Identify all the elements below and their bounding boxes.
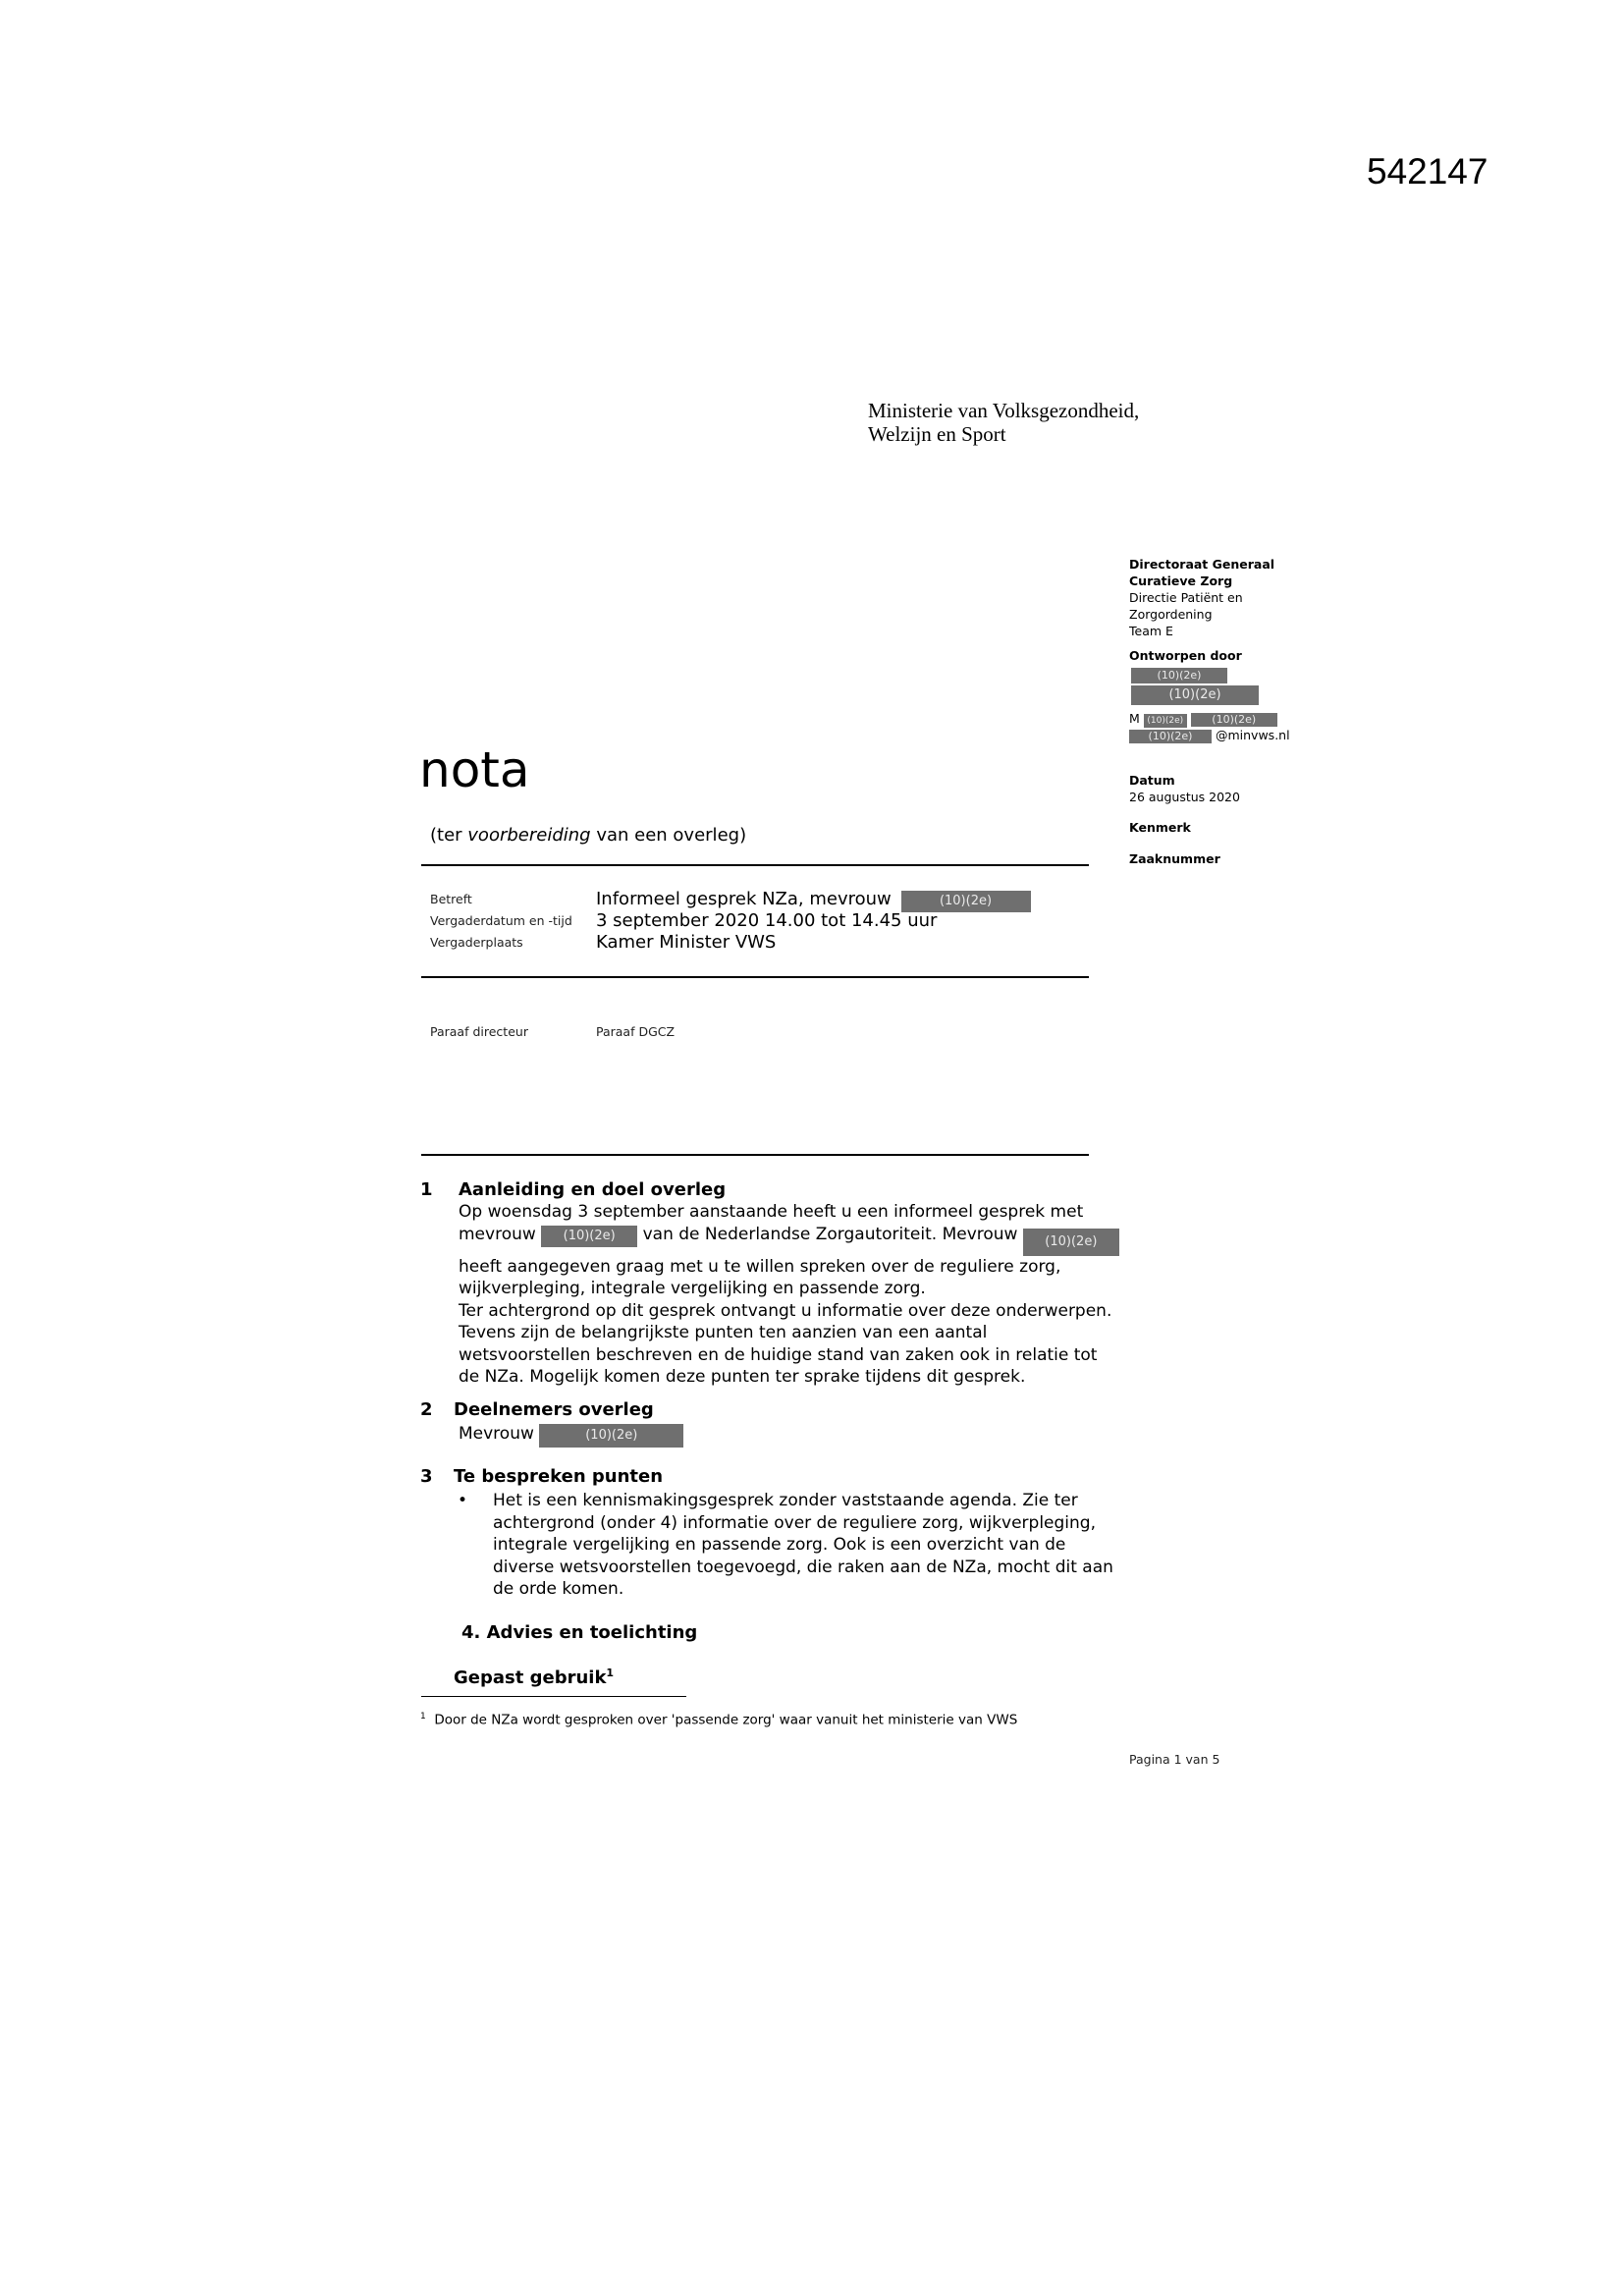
datetime-label: Vergaderdatum en -tijd xyxy=(430,913,572,928)
redaction-box: (10)(2e) xyxy=(539,1424,683,1448)
team-name: Team E xyxy=(1129,624,1173,638)
section-2-title: Deelnemers overleg xyxy=(454,1399,654,1420)
section-3-number: 3 xyxy=(420,1466,433,1487)
case-number-label: Zaaknummer xyxy=(1129,851,1220,866)
redaction-box: (10)(2e) xyxy=(1144,714,1187,728)
redaction-box: (10)(2e) xyxy=(541,1226,637,1247)
redaction-box: (10)(2e) xyxy=(901,891,1031,912)
document-number: 542147 xyxy=(1367,151,1488,191)
section-1-number: 1 xyxy=(420,1179,433,1200)
email-line xyxy=(1129,727,1290,743)
subject-value: Informeel gesprek NZa, mevrouw (10)(2e) xyxy=(596,889,1031,912)
redaction-box: (10)(2e) xyxy=(1131,664,1227,683)
section-3-body: Het is een kennismakingsgesprek zonder vaststaande agenda. Zie ter achtergrond (onder 4) informatie over de reguliere zorg, wijkverpleging, integrale vergelijking en passende zorg. Ook is een overzicht van de diverse wetsvoorstellen toegevoegd, die raken aan de NZa, mocht dit aan de orde komen. xyxy=(493,1491,1113,1599)
page-number: Pagina 1 van 5 xyxy=(1129,1752,1220,1767)
reference-label: Kenmerk xyxy=(1129,820,1191,835)
document-subtitle: (ter voorbereiding van een overleg) xyxy=(430,825,747,846)
directorate-line-1: Directie Patiënt en xyxy=(1129,590,1243,605)
section-1-body: Op woensdag 3 september aanstaande heeft u een informeel gesprek met mevrouw (10)(2e) van de Nederlandse Zorgautoriteit. Mevrouw (10)(2e) heeft aangegeven graag met u te willen spreken over de reguliere zorg, wijkverpleging, integrale vergelijking en passende zorg. Ter achtergrond op dit gesprek ontvangt u informatie over deze onderwerpen. Tevens zijn de belangrijkste punten ten aanzien van een aantal wetsvoorstellen beschreven en de huidige stand van zaken ook in relatie tot de NZa. Mogelijk komen deze punten ter sprake tijdens dit gesprek. xyxy=(459,1201,1126,1389)
subsection-title: Gepast gebruik$^1$ xyxy=(454,1667,615,1688)
section-3-title: Te bespreken punten xyxy=(454,1466,664,1487)
date-label: Datum xyxy=(1129,773,1175,788)
date-value: 26 augustus 2020 xyxy=(1129,790,1240,804)
section-2-body: Mevrouw (10)(2e) xyxy=(459,1423,683,1448)
dg-line-1: Directoraat Generaal xyxy=(1129,557,1275,572)
section-1-title: Aanleiding en doel overleg xyxy=(459,1179,727,1200)
bullet: • xyxy=(458,1491,468,1510)
directorate-line-2: Zorgordening xyxy=(1129,607,1213,622)
footnote-divider xyxy=(421,1696,686,1697)
contact-line xyxy=(1129,710,1277,728)
redaction-box: (10)(2e) xyxy=(1131,683,1259,705)
contact-prefix: M xyxy=(1129,711,1140,726)
section-4-title: 4. Advies en toelichting xyxy=(461,1622,698,1643)
date-block xyxy=(1129,772,1240,805)
redaction-box: (10)(2e) xyxy=(1191,713,1277,727)
footnote: $^1$ Door de NZa wordt gesproken over 'passende zorg' waar vanuit het ministerie van VWS xyxy=(420,1712,1018,1728)
place-label: Vergaderplaats xyxy=(430,935,523,950)
dgcz-initials-label: Paraaf DGCZ xyxy=(596,1024,676,1039)
divider xyxy=(421,864,1089,866)
document-title: nota xyxy=(419,741,530,798)
email-suffix: @minvws.nl xyxy=(1215,728,1290,742)
subject-label: Betreft xyxy=(430,892,472,906)
dg-line-2: Curatieve Zorg xyxy=(1129,574,1233,588)
divider xyxy=(421,1154,1089,1156)
redaction-box: (10)(2e) xyxy=(1129,730,1212,743)
datetime-value: 3 september 2020 14.00 tot 14.45 uur xyxy=(596,910,938,931)
designed-by-label: Ontworpen door xyxy=(1129,648,1242,663)
place-value: Kamer Minister VWS xyxy=(596,932,777,953)
ministry-line-1: Ministerie van Volksgezondheid, xyxy=(868,399,1140,422)
section-2-number: 2 xyxy=(420,1399,433,1420)
director-initials-label: Paraaf directeur xyxy=(430,1024,528,1039)
divider xyxy=(421,976,1089,978)
sidebar-department xyxy=(1129,556,1274,639)
ministry-name xyxy=(868,399,1139,446)
ministry-line-2: Welzijn en Sport xyxy=(868,422,1006,446)
redaction-box: (10)(2e) xyxy=(1023,1229,1119,1256)
designed-by-block xyxy=(1129,647,1242,664)
